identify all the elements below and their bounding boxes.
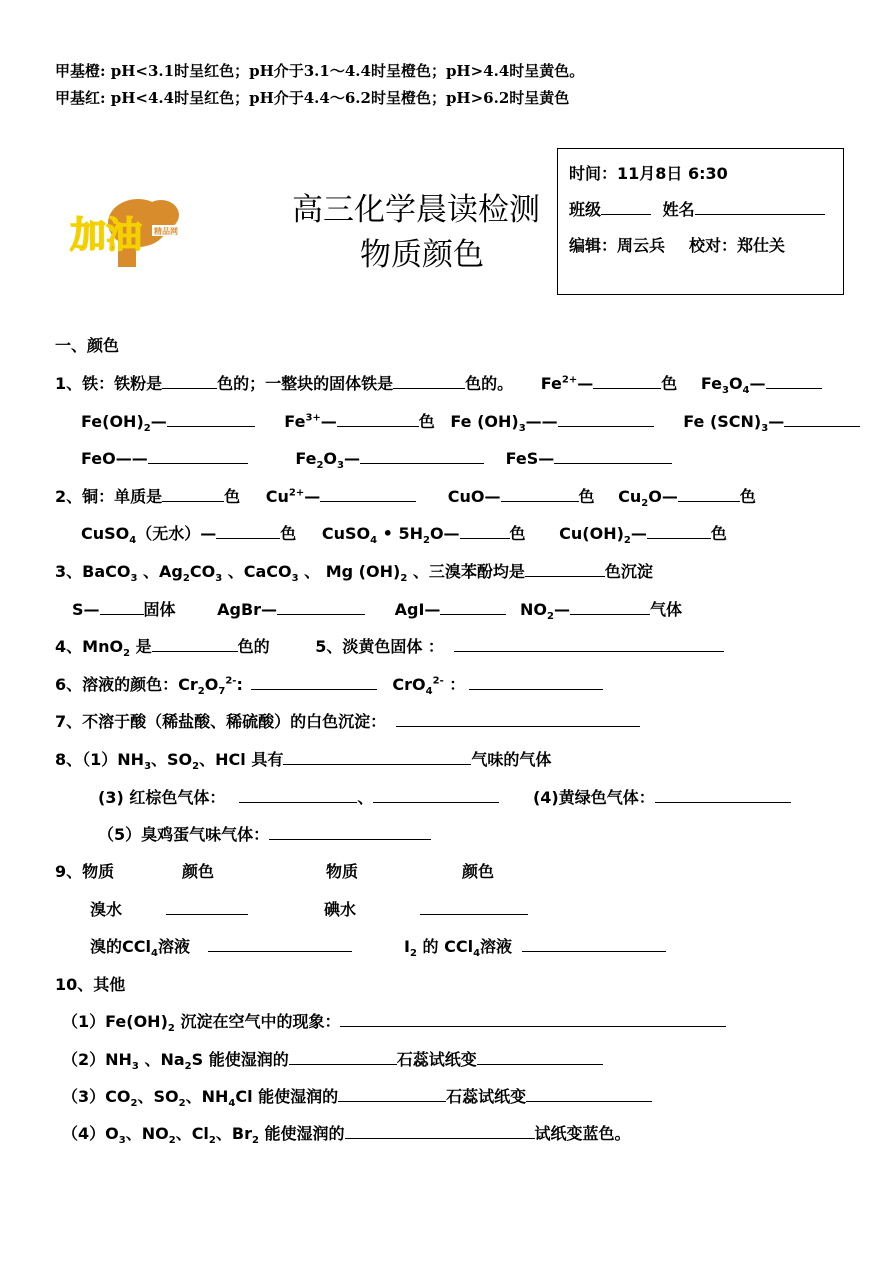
blank[interactable] — [558, 410, 654, 427]
time-value: 11月8日 6:30 — [617, 164, 728, 183]
jiayou-logo — [66, 195, 191, 270]
blank[interactable] — [239, 786, 357, 803]
q10-line2: $(2)NH_3$ 、$Na_2S$ 能使湿润的 石蕊试纸变 — [62, 1047, 603, 1070]
blank[interactable] — [208, 935, 352, 952]
blank[interactable] — [340, 1010, 726, 1027]
class-blank[interactable] — [601, 198, 651, 215]
blank[interactable] — [526, 1085, 652, 1102]
blank[interactable] — [166, 898, 248, 915]
blank[interactable] — [469, 673, 603, 690]
blank[interactable] — [283, 748, 471, 765]
checker: 校对：郑仕关 — [689, 236, 786, 255]
section-heading: 一、颜色 — [55, 336, 120, 355]
q9-head-4: 颜色 — [462, 862, 495, 881]
blank[interactable] — [440, 598, 506, 615]
editor: 编辑：周云兵 — [569, 236, 666, 255]
name-label: 姓名 — [662, 200, 695, 219]
q9-bromine-water: 溴水 — [90, 897, 248, 920]
q8-line2: (3) 红棕色气体： 、 (4)黄绿色气体： — [98, 785, 791, 808]
blank[interactable] — [655, 786, 791, 803]
blank[interactable] — [420, 898, 528, 915]
q7-line: 7、不溶于酸（稀盐酸、稀硫酸）的白色沉淀： — [55, 709, 640, 732]
blank[interactable] — [289, 1048, 397, 1065]
q8-line3: （5）臭鸡蛋气味气体： — [98, 822, 431, 845]
class-label: 班级 — [569, 200, 602, 219]
blank[interactable] — [522, 935, 666, 952]
class-name-row — [569, 197, 825, 220]
blank[interactable] — [554, 447, 672, 464]
q1-line2: $Fe(OH)_2—$ $Fe^{3+}—$ 色 Fe $(OH)_3——$ Fe $(SCN)_3—$ — [81, 409, 860, 432]
blank[interactable] — [251, 673, 377, 690]
blank[interactable] — [396, 710, 640, 727]
blank[interactable] — [277, 598, 365, 615]
q3-line1: 3、BaCO$_3$ 、$Ag_2CO_3$ 、CaCO$_3$ 、 Mg $(OH)_2$ 、三溴苯酚均是 色沉淀 — [55, 562, 653, 585]
blank[interactable] — [269, 823, 431, 840]
blank[interactable] — [167, 410, 255, 427]
blank[interactable] — [162, 372, 217, 389]
q3-line2: S— 固体 AgBr— AgI— $NO_2—$ 气体 — [72, 600, 682, 623]
q1-line1: 1、铁：铁粉是 色的；一整块的固体铁是 色的。 $Fe^{2+}—$ 色 $Fe_3O_4—$ — [55, 371, 822, 394]
q8-line1: 8、$(1)NH_3$、$SO_2$、HCl 具有 气味的气体 — [55, 750, 552, 773]
blank[interactable] — [477, 1048, 603, 1065]
q9-iodine-water: 碘水 — [324, 897, 528, 920]
blank[interactable] — [678, 485, 740, 502]
blank[interactable] — [593, 372, 661, 389]
page-subtitle: 物质颜色 — [360, 237, 484, 273]
blank[interactable] — [393, 372, 465, 389]
blank[interactable] — [152, 635, 238, 652]
name-blank[interactable] — [695, 198, 825, 215]
time-row — [569, 161, 728, 184]
logo-small-text: 精品网 — [154, 227, 178, 236]
blank[interactable] — [100, 598, 144, 615]
blank[interactable] — [525, 560, 605, 577]
q2-line1: 2、铜：单质是 色 $Cu^{2+}—$ CuO— 色 $Cu_2O—$ 色 — [55, 487, 756, 510]
blank[interactable] — [501, 485, 579, 502]
info-box — [557, 148, 844, 295]
blank[interactable] — [360, 447, 484, 464]
q4-q5-line: 4、MnO$_2$ 是 色的 5、淡黄色固体 ： — [55, 634, 724, 657]
blank[interactable] — [766, 372, 822, 389]
q6-line: 6、溶液的颜色：$Cr_2O_7^{2-}$: CrO$_4^{2-}$ ： — [55, 672, 603, 695]
blank[interactable] — [162, 485, 224, 502]
q1-line3: FeO—— $Fe_2O_3—$ FeS— — [81, 447, 672, 468]
q10-line4: $(4)O_3$、$NO_2$、$Cl_2$、$Br_2$ 能使湿润的 试纸变蓝色。 — [62, 1124, 631, 1147]
time-label: 时间： — [569, 164, 618, 183]
blank[interactable] — [784, 410, 860, 427]
blank[interactable] — [338, 1085, 446, 1102]
page-title: 高三化学晨读检测 — [292, 192, 540, 228]
q9-head-2: 颜色 — [182, 862, 215, 881]
blank[interactable] — [320, 485, 416, 502]
blank[interactable] — [337, 410, 419, 427]
blank[interactable] — [570, 598, 650, 615]
logo-text: 加油 — [70, 215, 143, 256]
blank[interactable] — [345, 1122, 535, 1139]
blank[interactable] — [373, 786, 499, 803]
q2-line2: CuSO$_4$（无水）— 色 CuSO$_4$ • $5H_2O—$ 色 $Cu(OH)_2—$ 色 — [81, 524, 727, 547]
q10-line3: $(3)CO_2$、$SO_2$、$NH_4Cl$ 能使湿润的 石蕊试纸变 — [62, 1084, 652, 1107]
blank[interactable] — [454, 635, 724, 652]
editor-row — [569, 233, 785, 256]
blank[interactable] — [148, 447, 248, 464]
methyl-orange-note: 甲基橙: pH<3.1时呈红色；pH介于3.1～4.4时呈橙色；pH>4.4时呈黄色。 — [55, 62, 585, 80]
q10-line1: $(1)Fe(OH)_2$ 沉淀在空气中的现象： — [62, 1009, 726, 1032]
q9-head-1: 9、物质 — [55, 862, 115, 881]
q9-iodine-ccl4: $I_2$ 的 CCl$_4$溶液 — [404, 934, 666, 957]
methyl-red-note: 甲基红: pH<4.4时呈红色；pH介于4.4～6.2时呈橙色；pH>6.2时呈黄色 — [55, 89, 570, 107]
q10-heading: 10、其他 — [55, 975, 126, 994]
blank[interactable] — [460, 522, 510, 539]
q9-head-3: 物质 — [326, 862, 359, 881]
blank[interactable] — [216, 522, 280, 539]
blank[interactable] — [647, 522, 711, 539]
q9-bromine-ccl4: 溴的CCl$_4$溶液 — [90, 934, 352, 957]
